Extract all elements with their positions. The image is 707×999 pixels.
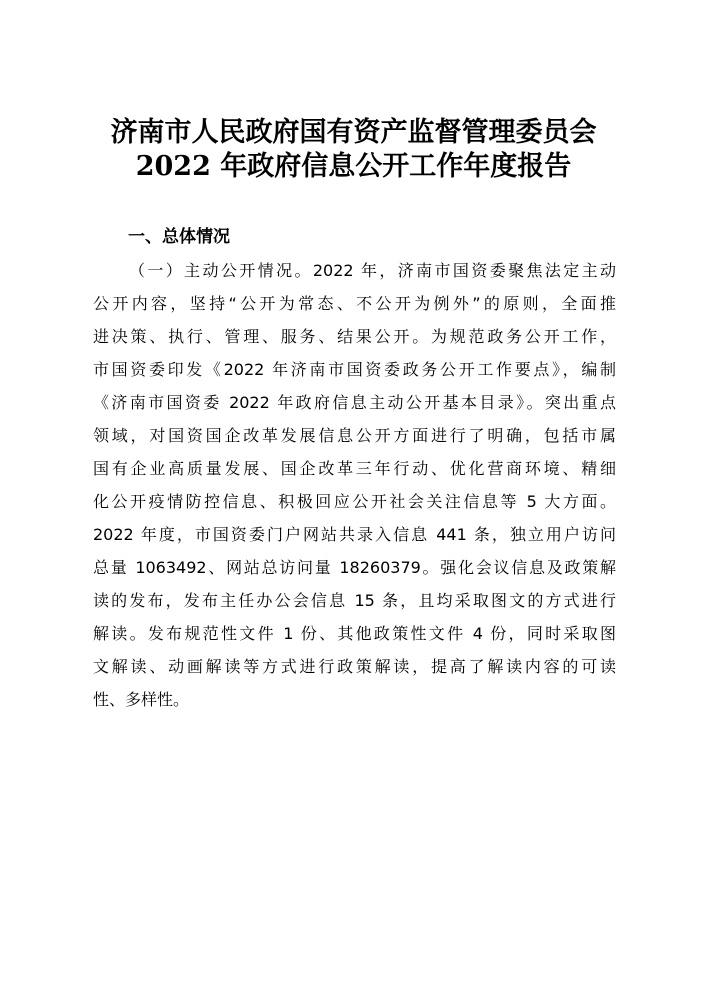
paragraph-line: 总量 1063492、网站总访问量 18260379。强化会议信息及政策解 xyxy=(93,558,616,577)
paragraph-line: 解读。发布规范性文件 1 份、其他政策性文件 4 份，同时采取图 xyxy=(93,624,616,643)
paragraph-line: 读的发布，发布主任办公会信息 15 条，且均采取图文的方式进行 xyxy=(93,591,616,610)
paragraph-line: 性、多样性。 xyxy=(93,690,190,709)
paragraph-line: 《济南市国资委 2022 年政府信息主动公开基本目录》。突出重点 xyxy=(93,393,616,412)
paragraph-line: 2022 年度，市国资委门户网站共录入信息 441 条，独立用户访问 xyxy=(93,525,616,544)
paragraph-line: 领域，对国资国企改革发展信息公开方面进行了明确，包括市属 xyxy=(93,426,616,445)
paragraph-line: 化公开疫情防控信息、积极回应公开社会关注信息等 5 大方面。 xyxy=(93,492,616,511)
report-title-line-1: 济南市人民政府国有资产监督管理委员会 xyxy=(110,117,597,148)
paragraph-line: 公开内容，坚持“公开为常态、不公开为例外”的原则，全面推 xyxy=(93,294,616,313)
paragraph-line: 市国资委印发《2022 年济南市国资委政务公开工作要点》，编制 xyxy=(93,360,616,379)
paragraph-line: 国有企业高质量发展、国企改革三年行动、优化营商环境、精细 xyxy=(93,459,616,478)
paragraph-line: （一）主动公开情况。2022 年，济南市国资委聚焦法定主动 xyxy=(129,261,616,280)
report-title-line-2: 2022 年政府信息公开工作年度报告 xyxy=(135,151,572,182)
section-body xyxy=(93,257,616,719)
paragraph-line: 进决策、执行、管理、服务、结果公开。为规范政务公开工作， xyxy=(93,327,616,346)
paragraph-line: 文解读、动画解读等方式进行政策解读，提高了解读内容的可读 xyxy=(93,657,616,676)
section-heading-overview: 一、总体情况 xyxy=(128,227,230,247)
